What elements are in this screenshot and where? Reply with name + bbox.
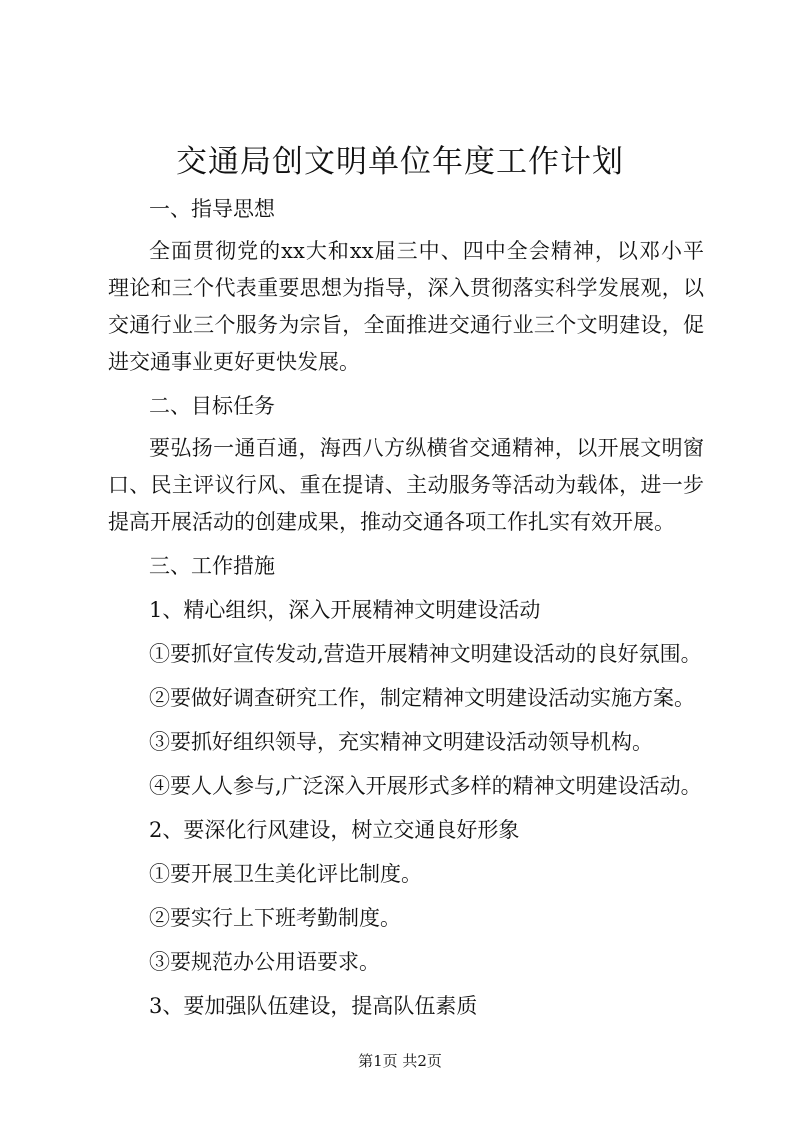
measure-item: ③要规范办公用语要求。 [149,950,380,974]
paragraph-line: 交通行业三个服务为宗旨，全面推进交通行业三个文明建设，促 [108,313,704,337]
measure-item: ③要抓好组织领导，充实精神文明建设活动领导机构。 [149,730,653,754]
measure-item: ②要做好调查研究工作，制定精神文明建设活动实施方案。 [149,686,695,710]
section-heading-goals: 二、目标任务 [149,394,275,418]
paragraph-line: 要弘扬一通百通，海西八方纵横省交通精神，以开展文明窗 [149,436,704,460]
measure-item: ②要实行上下班考勤制度。 [149,906,401,930]
paragraph-line: 理论和三个代表重要思想为指导，深入贯彻落实科学发展观，以 [108,276,704,300]
section-heading-measures: 三、工作措施 [149,554,275,578]
page-number-footer: 第1页 共2页 [358,1052,442,1070]
section-heading-guiding-thought: 一、指导思想 [149,197,275,221]
paragraph-line: 提高开展活动的创建成果，推动交通各项工作扎实有效开展。 [108,510,675,534]
measure-item: 3、要加强队伍建设，提高队伍素质 [149,994,478,1018]
measure-item: ①要抓好宣传发动,营造开展精神文明建设活动的良好氛围。 [149,642,702,666]
measure-item: 1、精心组织，深入开展精神文明建设活动 [149,598,541,622]
measure-item: 2、要深化行风建设，树立交通良好形象 [149,818,520,842]
document-body [108,187,704,1028]
measure-item: ①要开展卫生美化评比制度。 [149,862,422,886]
document-title: 交通局创文明单位年度工作计划 [176,144,624,180]
paragraph-goals [108,430,704,541]
paragraph-line: 全面贯彻党的xx大和xx届三中、四中全会精神，以邓小平 [149,239,704,263]
paragraph-guiding-thought [108,233,704,381]
paragraph-line: 进交通事业更好更快发展。 [108,350,360,374]
measure-item: ④要人人参与,广泛深入开展形式多样的精神文明建设活动。 [149,774,702,798]
paragraph-line: 口、民主评议行风、重在提请、主动服务等活动为载体，进一步 [108,473,704,497]
